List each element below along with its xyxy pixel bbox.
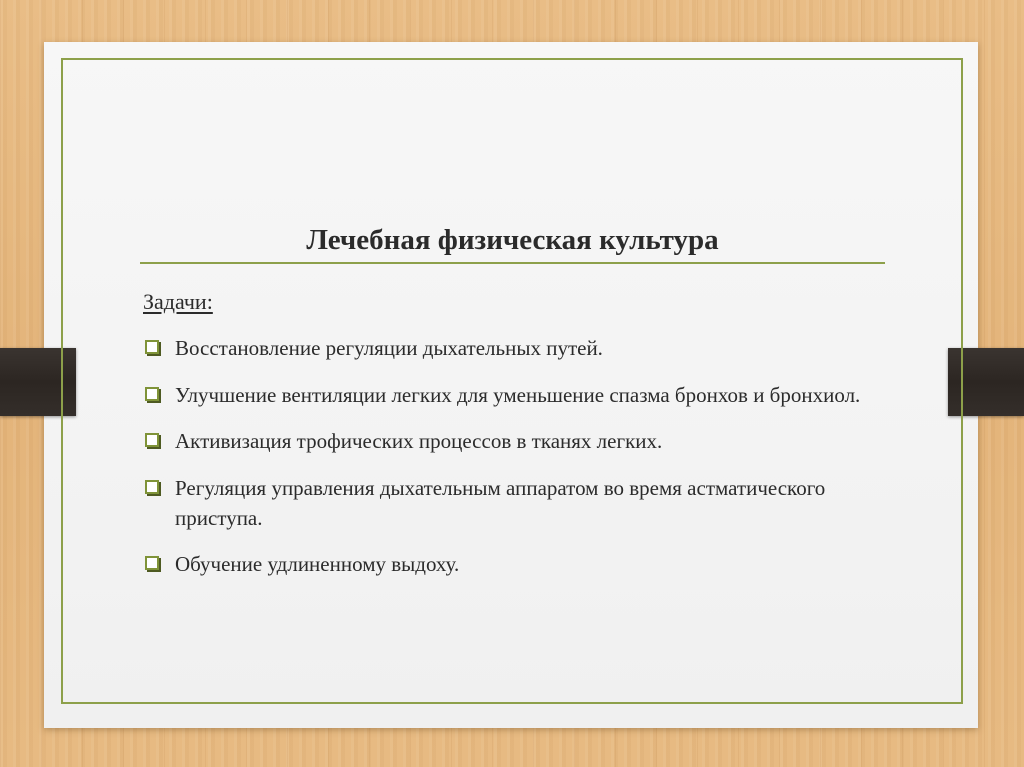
tasks-heading: Задачи: — [143, 289, 213, 314]
task-list — [143, 333, 903, 596]
list-item — [143, 473, 903, 533]
task-text: Активизация трофических процессов в тканях легких. — [175, 429, 663, 453]
list-item — [143, 549, 903, 579]
checkbox-square-icon — [145, 480, 159, 494]
checkbox-square-icon — [145, 433, 159, 447]
list-item — [143, 426, 903, 456]
list-item — [143, 380, 903, 410]
checkbox-square-icon — [145, 556, 159, 570]
task-text: Улучшение вентиляции легких для уменьшение спазма бронхов и бронхиол. — [175, 383, 861, 407]
checkbox-square-icon — [145, 340, 159, 354]
task-text: Регуляция управления дыхательным аппаратом во время астматического приступа. — [175, 476, 826, 530]
task-text: Восстановление регуляции дыхательных путей. — [175, 336, 603, 360]
list-item — [143, 333, 903, 363]
slide-title: Лечебная физическая культура — [306, 224, 719, 256]
title-divider — [140, 262, 885, 264]
task-text: Обучение удлиненному выдоху. — [175, 552, 460, 576]
checkbox-square-icon — [145, 387, 159, 401]
